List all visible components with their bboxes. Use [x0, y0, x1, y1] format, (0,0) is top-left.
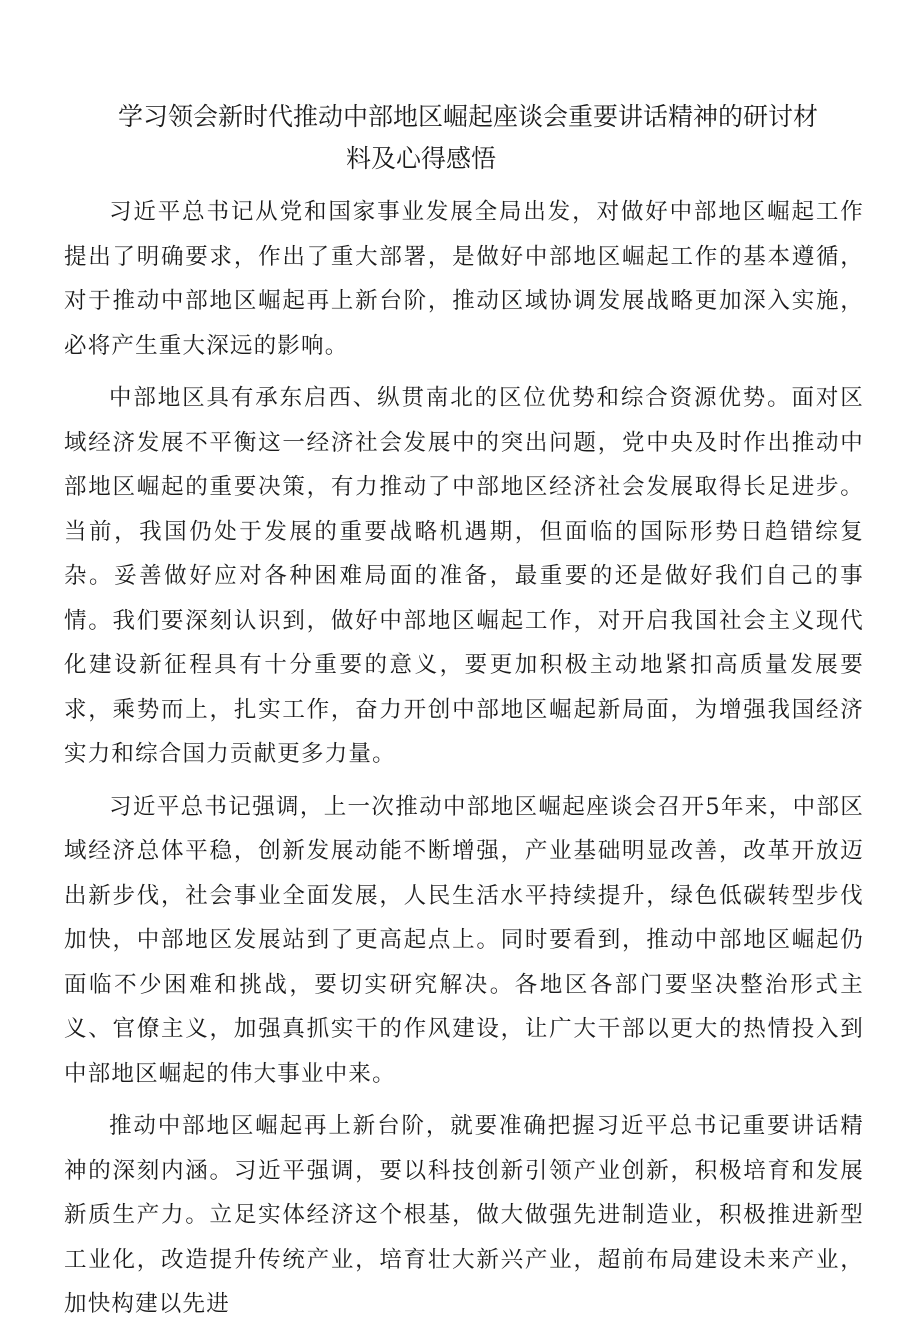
- paragraph-2: 中部地区具有承东启西、纵贯南北的区位优势和综合资源优势。面对区域经济发展不平衡这一经济社会发展中的突出问题，党中央及时作出推动中部地区崛起的重要决策，有力推动了中部地区经济社会发展取得长足进步。当前，我国仍处于发展的重要战略机遇期，但面临的国际形势日趋错综复杂。妥善做好应对各种困难局面的准备，最重要的还是做好我们自己的事情。我们要深刻认识到，做好中部地区崛起工作，对开启我国社会主义现代化建设新征程具有十分重要的意义，要更加积极主动地紧扣高质量发展要求，乘势而上，扎实工作，奋力开创中部地区崛起新局面，为增强我国经济实力和综合国力贡献更多力量。: [64, 385, 864, 767]
- document-title: [64, 96, 864, 180]
- paragraph-3: 习近平总书记强调，上一次推动中部地区崛起座谈会召开5年来，中部区域经济总体平稳，创新发展动能不断增强，产业基础明显改善，改革开放迈出新步伐，社会事业全面发展，人民生活水平持续提升，绿色低碳转型步伐加快，中部地区发展站到了更高起点上。同时要看到，推动中部地区崛起仍面临不少困难和挑战，要切实研究解决。各地区各部门要坚决整治形式主义、官僚主义，加强真抓实干的作风建设，让广大干部以更大的热情投入到中部地区崛起的伟大事业中来。: [64, 793, 864, 1087]
- paragraph-4: 推动中部地区崛起再上新台阶，就要准确把握习近平总书记重要讲话精神的深刻内涵。习近平强调，要以科技创新引领产业创新，积极培育和发展新质生产力。立足实体经济这个根基，做大做强先进制造业，积极推进新型工业化，改造提升传统产业，培育壮大新兴产业，超前布局建设未来产业，加快构建以先进: [64, 1113, 864, 1317]
- paragraph-1: 习近平总书记从党和国家事业发展全局出发，对做好中部地区崛起工作提出了明确要求，作出了重大部署，是做好中部地区崛起工作的基本遵循，对于推动中部地区崛起再上新台阶，推动区域协调发展战略更加深入实施，必将产生重大深远的影响。: [64, 199, 864, 359]
- title-line-2: 料及心得感悟: [346, 144, 497, 173]
- title-line-1: 学习领会新时代推动中部地区崛起座谈会重要讲话精神的研讨材: [118, 102, 819, 131]
